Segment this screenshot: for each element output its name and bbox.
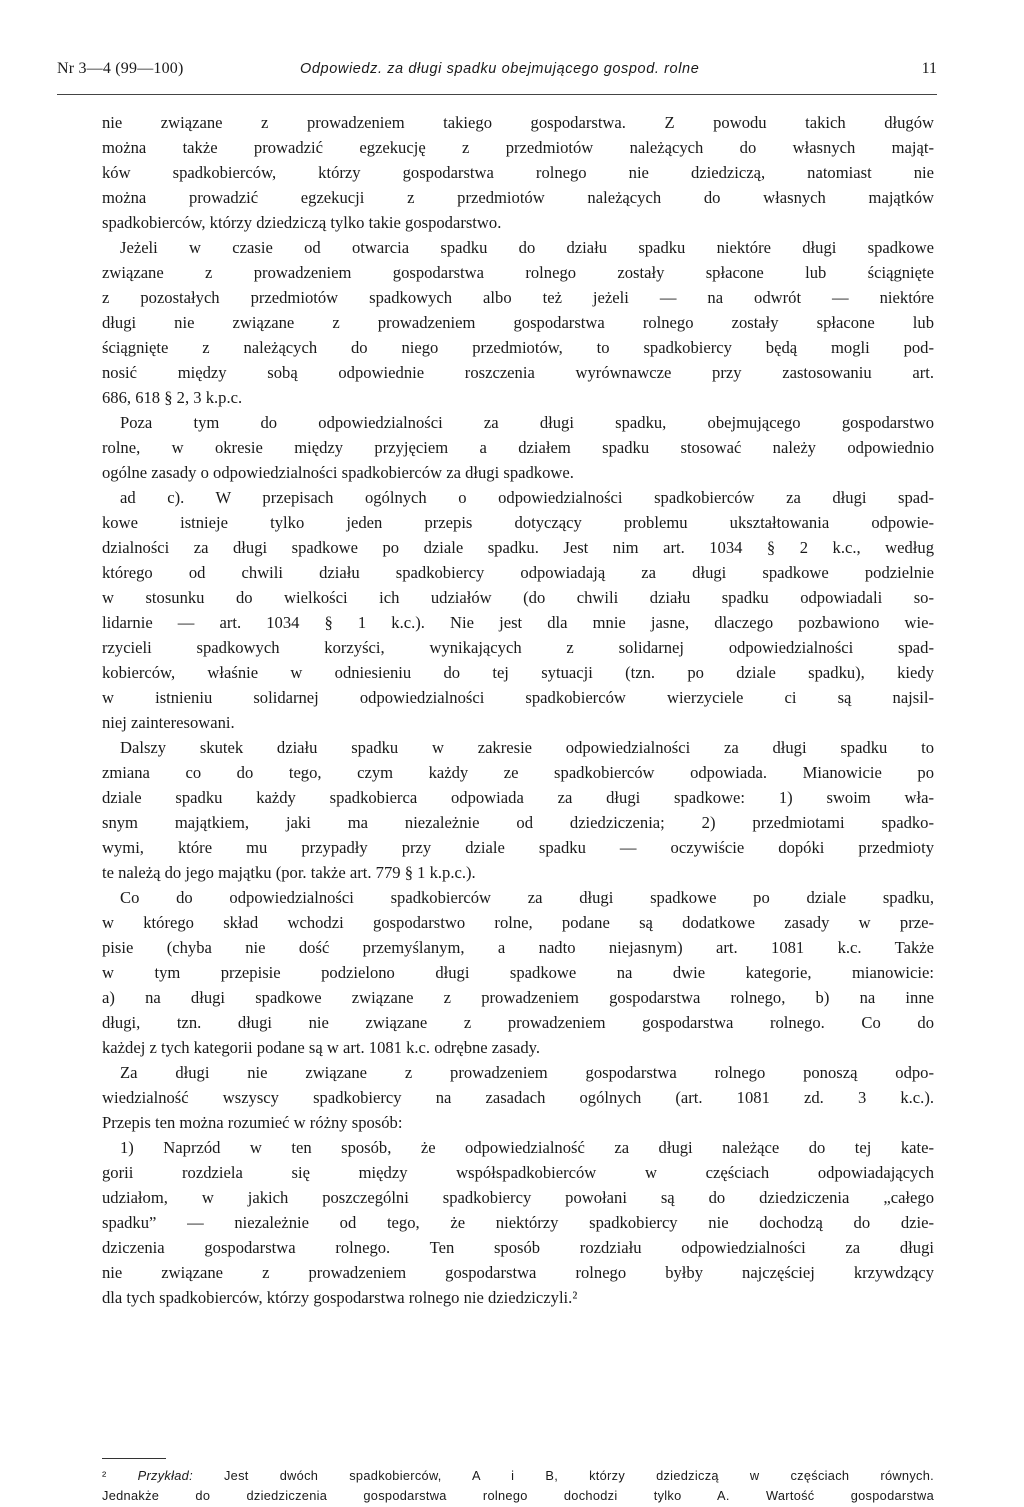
text-line: Jeżeli w czasie od otwarcia spadku do działu spadku niektóre długi spadkowe [120, 238, 934, 257]
text-line: rzycieli spadkowych korzyści, wynikających z solidarnej odpowiedzialności spad- [102, 638, 934, 657]
text-line: Dalszy skutek działu spadku w zakresie odpowiedzialności za długi spadku to [120, 738, 934, 757]
text-line: lidarnie — art. 1034 § 1 k.c.). Nie jest dla mnie jasne, dlaczego pozbawiono wie- [102, 613, 934, 632]
text-line: udziałom, w jakich poszczególni spadkobiercy powołani są do dziedziczenia „całego [102, 1188, 934, 1207]
issue-number: Nr 3—4 (99—100) [57, 60, 184, 77]
text-line: spadkobierców, którzy dziedziczą tylko takie gospodarstwo. [102, 213, 502, 232]
text-line: w którego skład wchodzi gospodarstwo rolne, podane są dodatkowe zasady w prze- [102, 913, 934, 932]
text-line: dziczenia gospodarstwa rolnego. Ten sposób rozdziału odpowiedzialności za długi [102, 1238, 934, 1257]
text-line: pisie (chyba nie dość przemyślanym, a nadto niejasnym) art. 1081 k.c. Także [102, 938, 934, 957]
footnote-line: Jednakże do dziedziczenia gospodarstwa rolnego dochodzi tylko A. Wartość gospodarstwa [102, 1488, 934, 1503]
text-line: wymi, które mu przypadły przy dziale spadku — oczywiście dopóki przedmioty [102, 838, 934, 857]
text-line: te należą do jego majątku (por. także art. 779 § 1 k.p.c.). [102, 863, 476, 882]
text-line: ad c). W przepisach ogólnych o odpowiedzialności spadkobierców za długi spad- [120, 488, 934, 507]
text-line: każdej z tych kategorii podane są w art. 1081 k.c. odrębne zasady. [102, 1038, 541, 1057]
text-line: kowe istnieje tylko jeden przepis dotyczący problemu ukształtowania odpowie- [102, 513, 934, 532]
text-line: Poza tym do odpowiedzialności za długi spadku, obejmującego gospodarstwo [120, 413, 934, 432]
running-header [57, 60, 937, 86]
text-line: w stosunku do wielkości ich udziałów (do chwili działu spadku odpowiadali so- [102, 588, 934, 607]
text-line: ściągnięte z należących do niego przedmiotów, to spadkobiercy będą mogli pod- [102, 338, 934, 357]
text-line: nosić między sobą odpowiednie roszczenia wyrównawcze przy zastosowaniu art. [102, 363, 934, 382]
text-line: w tym przepisie podzielono długi spadkowe na dwie kategorie, mianowicie: [102, 963, 934, 982]
text-line: długi nie związane z prowadzeniem gospodarstwa rolnego zostały spłacone lub [102, 313, 934, 332]
header-rule [57, 94, 937, 95]
text-line: nie związane z prowadzeniem gospodarstwa rolnego byłby najczęściej krzywdzący [102, 1263, 934, 1282]
text-line: snym majątkiem, jaki ma niezależnie od dziedziczenia; 2) przedmiotami spadko- [102, 813, 934, 832]
text-line: Przepis ten można rozumieć w różny sposób: [102, 1113, 403, 1132]
text-line: 1) Naprzód w ten sposób, że odpowiedzialność za długi należące do tej kate- [120, 1138, 934, 1157]
footnote-text: Jest dwóch spadkobierców, A i B, którzy dziedziczą w częściach równych. [223, 1468, 934, 1483]
text-line: nie związane z prowadzeniem takiego gospodarstwa. Z powodu takich długów [102, 113, 934, 132]
text-line: 686, 618 § 2, 3 k.p.c. [102, 388, 243, 407]
text-line: związane z prowadzeniem gospodarstwa rolnego zostały spłacone lub ściągnięte [102, 263, 934, 282]
text-line: ogólne zasady o odpowiedzialności spadkobierców za długi spadkowe. [102, 463, 574, 482]
text-line: zmiana co do tego, czym każdy ze spadkobierców odpowiada. Mianowicie po [102, 763, 934, 782]
text-line: można prowadzić egzekucji z przedmiotów należących do własnych majątków [102, 188, 934, 207]
text-line: niej zainteresowani. [102, 713, 235, 732]
footnote-label: Przykład: [137, 1468, 193, 1483]
footnote-marker: ² [102, 1468, 107, 1483]
footnote [102, 1466, 934, 1506]
page-number: 11 [921, 60, 937, 77]
text-line: z pozostałych przedmiotów spadkowych albo też jeżeli — na odwrót — niektóre [102, 288, 934, 307]
text-line: rolne, w okresie między przyjęciem a działem spadku stosować należy odpowiednio [102, 438, 934, 457]
text-line: dziale spadku każdy spadkobierca odpowiada za długi spadkowe: 1) swoim wła- [102, 788, 934, 807]
running-title: Odpowiedz. za długi spadku obejmującego gospod. rolne [300, 61, 700, 77]
footnote-line [102, 1466, 934, 1486]
text-line: Co do odpowiedzialności spadkobierców za długi spadkowe po dziale spadku, [120, 888, 934, 907]
text-line: którego od chwili działu spadkobiercy odpowiadają za długi spadkowe podzielnie [102, 563, 934, 582]
text-line: można także prowadzić egzekucję z przedmiotów należących do własnych mająt- [102, 138, 934, 157]
text-line: kobierców, właśnie w odniesieniu do tej sytuacji (tzn. po dziale spadku), kiedy [102, 663, 934, 682]
text-line: spadku” — niezależnie od tego, że niektórzy spadkobiercy nie dochodzą do dzie- [102, 1213, 934, 1232]
text-line: gorii rozdziela się między współspadkobierców w częściach odpowiadających [102, 1163, 934, 1182]
text-line: długi, tzn. długi nie związane z prowadzeniem gospodarstwa rolnego. Co do [102, 1013, 934, 1032]
text-line: w istnieniu solidarnej odpowiedzialności spadkobierców wierzyciele ci są najsil- [102, 688, 934, 707]
body-text [102, 110, 934, 1310]
text-line: dla tych spadkobierców, którzy gospodarstwa rolnego nie dziedziczyli.² [102, 1288, 578, 1307]
text-line: Za długi nie związane z prowadzeniem gospodarstwa rolnego ponoszą odpo- [120, 1063, 934, 1082]
text-line: ków spadkobierców, którzy gospodarstwa rolnego nie dziedziczą, natomiast nie [102, 163, 934, 182]
text-line: a) na długi spadkowe związane z prowadzeniem gospodarstwa rolnego, b) na inne [102, 988, 934, 1007]
text-line: dzialności za długi spadkowe po dziale spadku. Jest nim art. 1034 § 2 k.c., według [102, 538, 934, 557]
text-line: wiedzialność wszyscy spadkobiercy na zasadach ogólnych (art. 1081 zd. 3 k.c.). [102, 1088, 934, 1107]
footnote-rule [102, 1458, 166, 1459]
